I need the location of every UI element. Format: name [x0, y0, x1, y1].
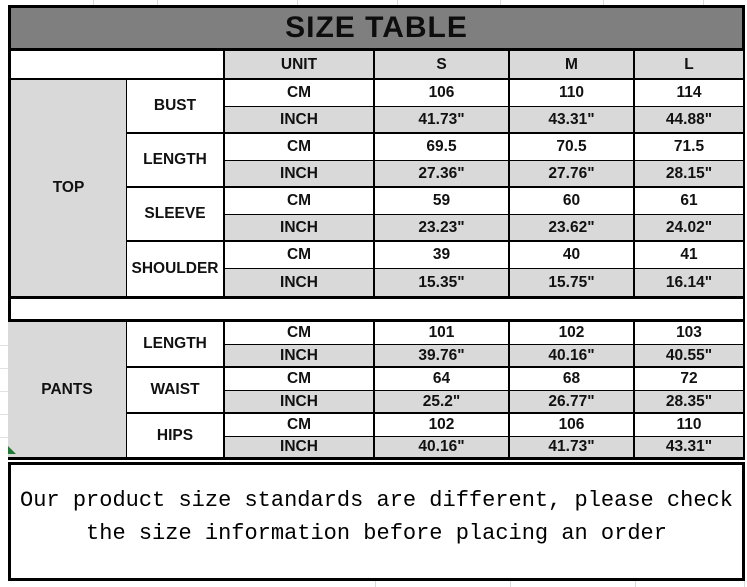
value-cell: 25.2": [375, 391, 510, 414]
value-cell: 15.35": [375, 269, 510, 296]
value-cell: 43.31": [635, 437, 745, 460]
value-cell: 23.23": [375, 215, 510, 242]
value-cell: 40.16": [510, 345, 635, 368]
value-cell: 102: [375, 414, 510, 437]
value-cell: 102: [510, 322, 635, 345]
gridline-stub: [744, 581, 745, 587]
value-cell: 68: [510, 368, 635, 391]
value-cell: 43.31": [510, 107, 635, 134]
gridline-stub: [635, 581, 636, 587]
value-cell: 70.5: [510, 134, 635, 161]
value-cell: 44.88": [635, 107, 745, 134]
measure-label-bust: BUST: [127, 80, 225, 134]
value-cell: 114: [635, 80, 745, 107]
value-cell: 69.5: [375, 134, 510, 161]
value-cell: 41.73": [510, 437, 635, 460]
value-cell: 28.15": [635, 161, 745, 188]
section-label-pants: [8, 322, 127, 460]
gridline-stub: [375, 581, 376, 587]
value-cell: 23.62": [510, 215, 635, 242]
unit-cell-inch: INCH: [225, 391, 375, 414]
unit-cell-inch: INCH: [225, 161, 375, 188]
value-cell: 27.76": [510, 161, 635, 188]
value-cell: 41.73": [375, 107, 510, 134]
gridline-stub: [0, 368, 8, 369]
value-cell: 72: [635, 368, 745, 391]
measure-label-sleeve: SLEEVE: [127, 188, 225, 242]
value-cell: 64: [375, 368, 510, 391]
unit-cell-cm: CM: [225, 242, 375, 269]
value-cell: 39.76": [375, 345, 510, 368]
green-corner-marker-icon: [8, 446, 16, 454]
measure-label-length-pants: LENGTH: [127, 322, 225, 368]
measure-label-waist: WAIST: [127, 368, 225, 414]
value-cell: 39: [375, 242, 510, 269]
measure-label-hips: HIPS: [127, 414, 225, 460]
value-cell: 24.02": [635, 215, 745, 242]
unit-cell-inch: INCH: [225, 345, 375, 368]
section-gap-row: [8, 296, 745, 322]
gridline-stub: [0, 391, 8, 392]
value-cell: 28.35": [635, 391, 745, 414]
unit-cell-inch: INCH: [225, 269, 375, 296]
note-box: [8, 462, 745, 581]
value-cell: 106: [375, 80, 510, 107]
size-table: [8, 51, 745, 460]
value-cell: 16.14": [635, 269, 745, 296]
header-blank-cell: [8, 51, 225, 80]
value-cell: 101: [375, 322, 510, 345]
note-line-1: Our product size standards are different, please check: [20, 487, 733, 513]
gridline-stub: [0, 437, 8, 438]
size-column-header-m: M: [510, 51, 635, 80]
value-cell: 60: [510, 188, 635, 215]
unit-cell-cm: CM: [225, 188, 375, 215]
section-label-top: TOP: [8, 80, 127, 296]
note-line-2: the size information before placing an order: [86, 520, 667, 546]
size-column-header-l: L: [635, 51, 745, 80]
unit-column-header: UNIT: [225, 51, 375, 80]
section-label-pants-text: PANTS: [41, 380, 93, 398]
value-cell: 103: [635, 322, 745, 345]
value-cell: 71.5: [635, 134, 745, 161]
value-cell: 40.55": [635, 345, 745, 368]
value-cell: 41: [635, 242, 745, 269]
unit-cell-cm: CM: [225, 322, 375, 345]
gridline-stub: [0, 414, 8, 415]
page-title: SIZE TABLE: [8, 5, 745, 51]
unit-cell-cm: CM: [225, 368, 375, 391]
value-cell: 59: [375, 188, 510, 215]
gridline-stub: [510, 581, 511, 587]
unit-cell-cm: CM: [225, 134, 375, 161]
unit-cell-inch: INCH: [225, 215, 375, 242]
measure-label-length-top: LENGTH: [127, 134, 225, 188]
value-cell: 106: [510, 414, 635, 437]
unit-cell-cm: CM: [225, 80, 375, 107]
unit-cell-inch: INCH: [225, 107, 375, 134]
unit-cell-inch: INCH: [225, 437, 375, 460]
value-cell: 61: [635, 188, 745, 215]
value-cell: 40.16": [375, 437, 510, 460]
value-cell: 15.75": [510, 269, 635, 296]
unit-cell-cm: CM: [225, 414, 375, 437]
measure-label-shoulder: SHOULDER: [127, 242, 225, 296]
value-cell: 27.36": [375, 161, 510, 188]
value-cell: 110: [510, 80, 635, 107]
value-cell: 26.77": [510, 391, 635, 414]
value-cell: 40: [510, 242, 635, 269]
value-cell: 110: [635, 414, 745, 437]
gridline-stub: [0, 345, 8, 346]
size-column-header-s: S: [375, 51, 510, 80]
